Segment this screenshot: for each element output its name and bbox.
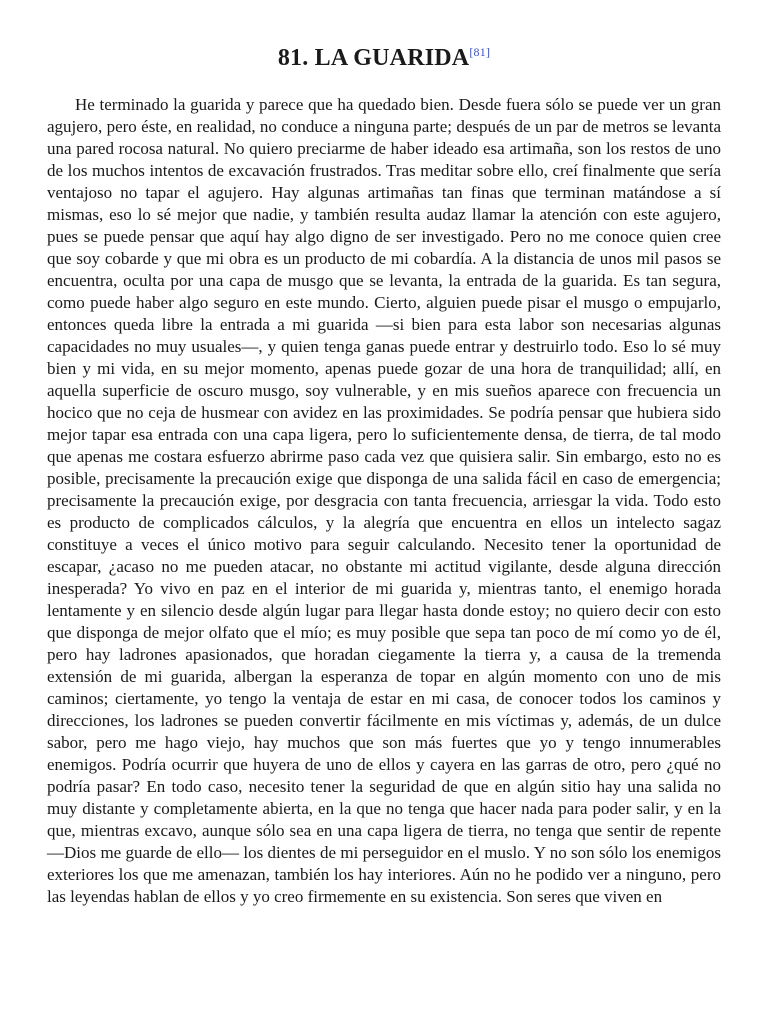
document-page: [47, 0, 721, 1024]
body-paragraph: He terminado la guarida y parece que ha quedado bien. Desde fuera sólo se puede ver un gran agujero, pero éste, en realidad, no conduce a ninguna parte; después de un par de metros se levanta una pared rocosa natural. No quiero preciarme de haber ideado esa artimaña, son los restos de uno de los muchos intentos de excavación frustrados. Tras meditar sobre ello, creí finalmente que sería ventajoso no tapar el agujero. Hay algunas artimañas tan finas que terminan matándose a sí mismas, eso lo sé mejor que nadie, y también resulta audaz llamar la atención con este agujero, pues se puede pensar que aquí hay algo digno de ser investigado. Pero no me conoce quien cree que soy cobarde y que mi obra es un producto de mi cobardía. A la distancia de unos mil pasos se encuentra, oculta por una capa de musgo que se levanta, la entrada de la guarida. Es tan segura, como puede haber algo seguro en este mundo. Cierto, alguien puede pisar el musgo o empujarlo, entonces queda libre la entrada a mi guarida —si bien para esta labor son necesarias algunas capacidades no muy usuales—, y quien tenga ganas puede entrar y destruirlo todo. Eso lo sé muy bien y mi vida, en su mejor momento, apenas puede gozar de una hora de tranquilidad; allí, en aquella superficie de oscuro musgo, soy vulnerable, y en mis sueños aparece con frecuencia un hocico que no ceja de husmear con avidez en las proximidades. Se podría pensar que hubiera sido mejor tapar esa entrada con una capa ligera, pero lo suficientemente densa, de tierra, de tal modo que apenas me costara esfuerzo abrirme paso cada vez que quisiera salir. Sin embargo, esto no es posible, precisamente la precaución exige que disponga de una salida fácil en caso de emergencia; precisamente la precaución exige, por desgracia con tanta frecuencia, arriesgar la vida. Todo esto es producto de complicados cálculos, y la alegría que encuentra en ellos un intelecto sagaz constituye a veces el único motivo para seguir calculando. Necesito tener la oportunidad de escapar, ¿acaso no me pueden atacar, no obstante mi actitud vigilante, desde alguna dirección inesperada? Yo vivo en paz en el interior de mi guarida y, mientras tanto, el enemigo horada lentamente y en silencio desde algún lugar para llegar hasta donde estoy; no quiero decir con esto que disponga de mejor olfato que el mío; es muy posible que sepa tan poco de mí como yo de él, pero hay ladrones apasionados, que horadan ciegamente la tierra y, a causa de la tremenda extensión de mi guarida, albergan la esperanza de topar en algún momento con uno de mis caminos; ciertamente, yo tengo la ventaja de estar en mi casa, de conocer todos los caminos y direcciones, los ladrones se pueden convertir fácilmente en mis víctimas y, además, de un dulce sabor, pero me hago viejo, hay muchos que son más fuertes que yo y tengo innumerables enemigos. Podría ocurrir que huyera de uno de ellos y cayera en las garras de otro, pero ¿qué no podría pasar? En todo caso, necesito tener la seguridad de que en algún sitio hay una salida no muy distante y completamente abierta, en la que no tenga que hacer nada para poder salir, y en la que, mientras excavo, aunque sólo sea en una capa ligera de tierra, no tenga que sentir de repente —Dios me guarde de ello— los dientes de mi perseguidor en el muslo. Y no son sólo los enemigos exteriores los que me amenazan, también los hay interiores. Aún no he podido ver a ninguno, pero las leyendas hablan de ellos y yo creo firmemente en su existencia. Son seres que viven en: [47, 95, 721, 906]
chapter-title: [47, 0, 721, 74]
chapter-title-text: 81. LA GUARIDA: [277, 45, 470, 71]
footnote-link[interactable]: [81]: [469, 45, 491, 59]
footnote-superscript: [469, 45, 490, 59]
